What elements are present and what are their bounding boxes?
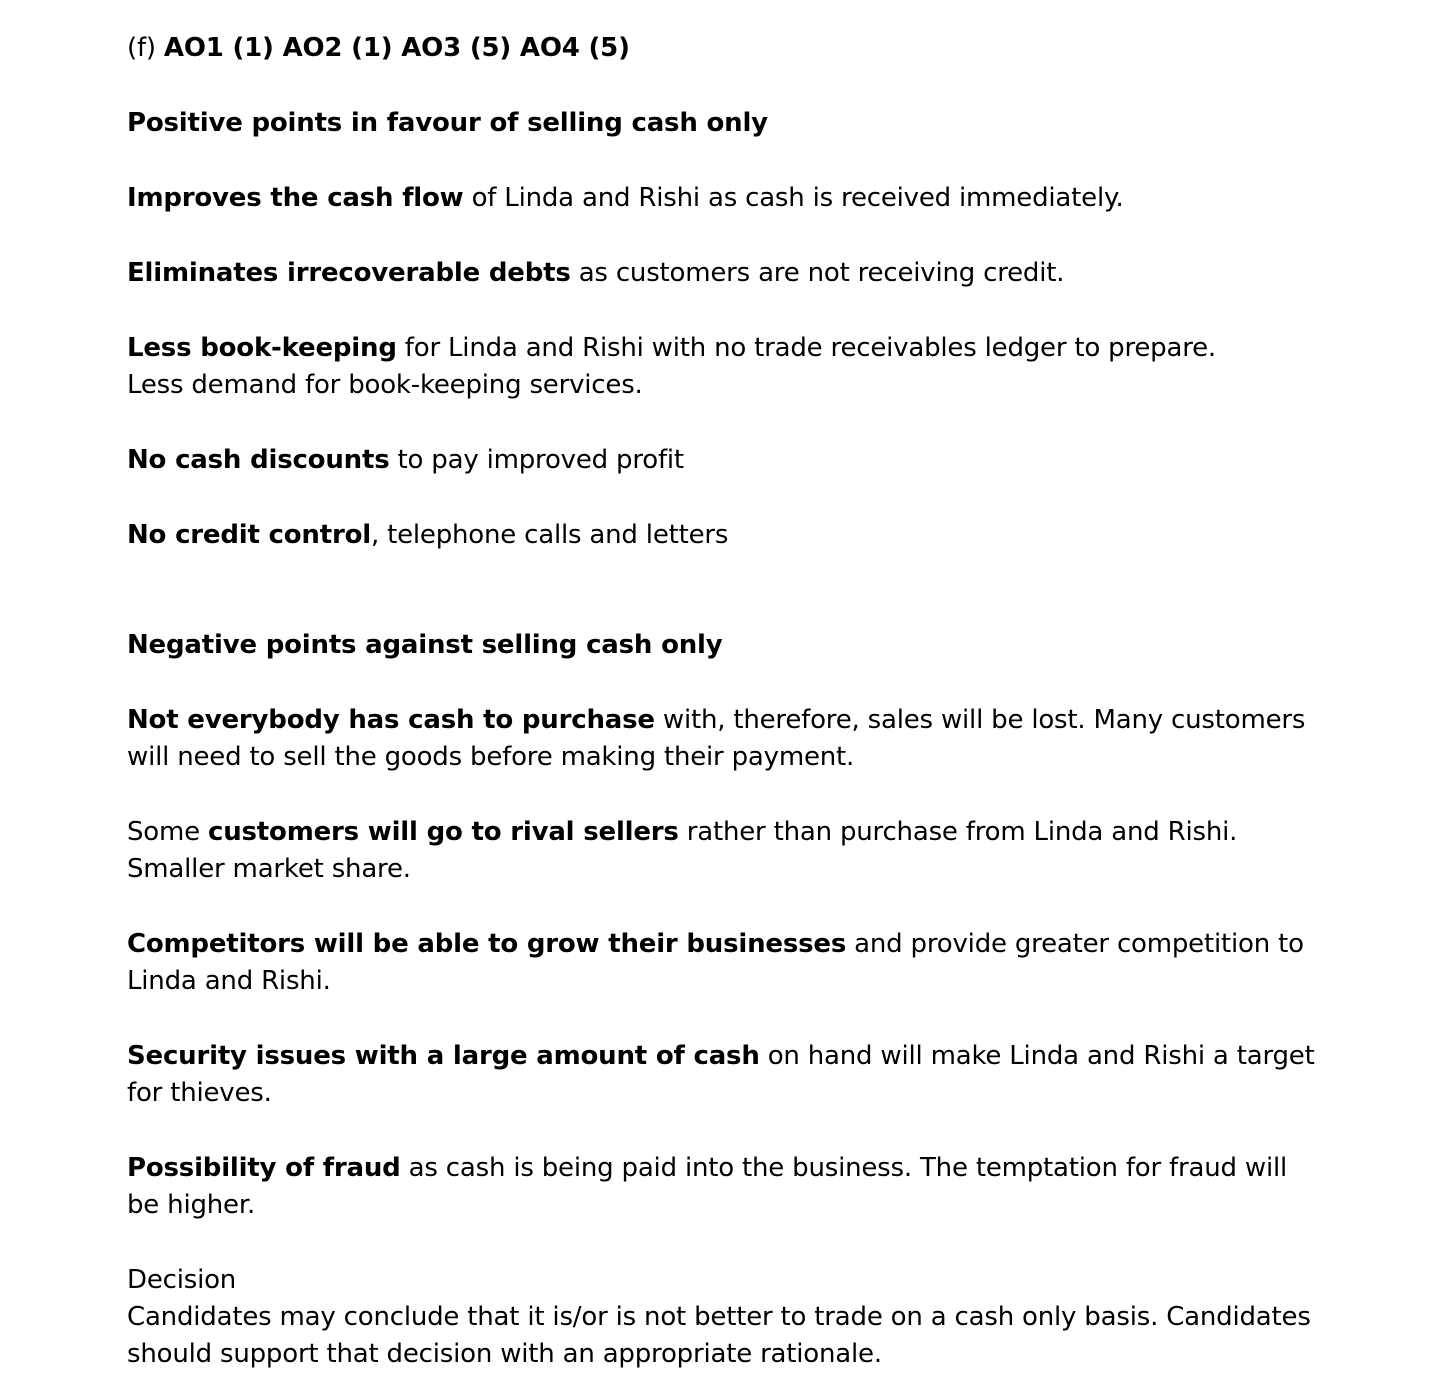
positive-point: No credit control, telephone calls and letters [127, 520, 729, 550]
negative-heading: Negative points against selling cash only [127, 630, 723, 660]
negative-point: Not everybody has cash to purchase with, therefore, sales will be lost. Many customers will need to sell the goods before making their payment. [127, 705, 1306, 772]
negative-point: Security issues with a large amount of cash on hand will make Linda and Rishi a target for thieves. [127, 1041, 1315, 1108]
positive-point: Eliminates irrecoverable debts as customers are not receiving credit. [127, 258, 1065, 288]
positive-point: No cash discounts to pay improved profit [127, 445, 684, 475]
question-label: (f) [127, 33, 164, 63]
question-header [127, 30, 1317, 67]
mark-scheme-content [127, 30, 1317, 1373]
decision-text: Candidates may conclude that it is/or is not better to trade on a cash only basis. Candidates should support that decision with an appropriate rationale. [127, 1302, 1311, 1369]
positive-point-extra: Less demand for book-keeping services. [127, 370, 643, 400]
positive-point: Improves the cash flow of Linda and Rishi as cash is received immediately. [127, 183, 1124, 213]
positive-point: Less book-keeping for Linda and Rishi with no trade receivables ledger to prepare. [127, 333, 1217, 363]
assessment-objectives: AO1 (1) AO2 (1) AO3 (5) AO4 (5) [163, 33, 630, 63]
positive-heading: Positive points in favour of selling cash only [127, 108, 768, 138]
negative-point: Some customers will go to rival sellers rather than purchase from Linda and Rishi. Smaller market share. [127, 817, 1238, 884]
negative-point: Possibility of fraud as cash is being paid into the business. The temptation for fraud will be higher. [127, 1153, 1288, 1220]
decision-heading: Decision [127, 1265, 237, 1295]
negative-point: Competitors will be able to grow their businesses and provide greater competition to Linda and Rishi. [127, 929, 1304, 996]
